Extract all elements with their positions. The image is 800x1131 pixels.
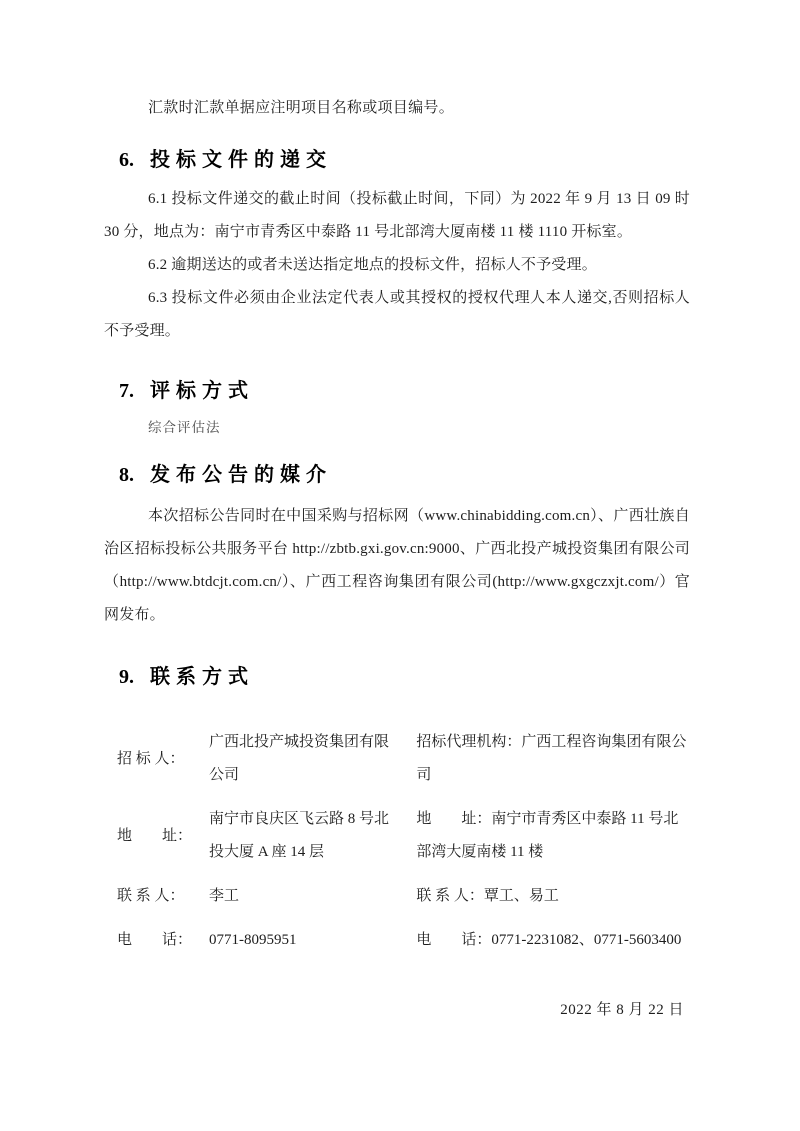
section-7-number: 7.: [119, 380, 134, 402]
tenderer-address-value: 南宁市良庆区飞云路 8 号北投大厦 A 座 14 层: [209, 811, 390, 860]
tenderer-name-value: 广西北投产城投资集团有限公司: [209, 734, 390, 783]
tenderer-name-label: 招 标 人：: [117, 750, 185, 767]
agency-phone-row: [416, 924, 690, 957]
tenderer-phone-label: 电 话：: [117, 932, 193, 948]
tenderer-contact-column: [117, 726, 403, 968]
agency-phone-label: 电 话：: [416, 932, 492, 948]
section-9-number: 9.: [119, 666, 134, 688]
section-6-number: 6.: [119, 149, 134, 171]
remittance-note: 汇款时汇款单据应注明项目名称或项目编号。: [148, 100, 455, 116]
section-6-para-1: 6.1 投标文件递交的截止时间（投标截止时间，下同）为 2022 年 9 月 13 日 09 时 30 分，地点为：南宁市青秀区中泰路 11 号北部湾大厦南楼 11 楼 1110 开标室。: [104, 191, 690, 240]
announcement-media-para: 本次招标公告同时在中国采购与招标网（www.chinabidding.com.cn）、广西壮族自治区招标投标公共服务平台 http://zbtb.gxi.gov.cn:9000、广西北投产城投资集团有限公司（http://www.btdcjt.com.cn/）、广西工程咨询集团有限公司(http://www.gxgczxjt.com/）官网发布。: [104, 508, 690, 623]
agency-contact-column: [416, 726, 690, 968]
tenderer-address-label: 地 址：: [117, 827, 193, 844]
evaluation-method-text: 综合评估法: [148, 420, 221, 435]
section-6-para-3: 6.3 投标文件必须由企业法定代表人或其授权的授权代理人本人递交,否则招标人不予受理。: [104, 290, 690, 339]
agency-address-label: 地 址：: [416, 811, 492, 827]
agency-contact-person-value: 覃工、易工: [483, 888, 559, 904]
agency-name-value: 广西工程咨询集团有限公司: [416, 734, 687, 783]
tenderer-contact-person-row: [117, 880, 403, 913]
agency-phone-value: 0771-2231082、0771-5603400: [491, 932, 682, 948]
section-7-heading: [119, 378, 690, 404]
section-9-title: 联系方式: [150, 666, 254, 688]
section-8-title: 发布公告的媒介: [150, 464, 332, 486]
contact-info-block: [117, 726, 690, 968]
agency-contact-person-row: [416, 880, 690, 913]
tenderer-name-row: [117, 726, 403, 792]
section-6-title: 投标文件的递交: [150, 149, 332, 171]
section-7-title: 评标方式: [150, 380, 254, 402]
section-8-number: 8.: [119, 464, 134, 486]
tenderer-phone-row: [117, 924, 403, 957]
agency-address-value: 南宁市青秀区中泰路 11 号北部湾大厦南楼 11 楼: [416, 811, 679, 860]
agency-contact-person-label: 联 系 人：: [416, 888, 484, 904]
section-8-heading: [119, 462, 690, 488]
tenderer-contact-person-value: 李工: [209, 888, 240, 904]
section-9-heading: [119, 664, 690, 690]
tenderer-phone-value: 0771-8095951: [209, 932, 297, 948]
agency-name-label: 招标代理机构：: [416, 734, 522, 750]
agency-name-row: [416, 726, 690, 792]
section-6-para-2: 6.2 逾期送达的或者未送达指定地点的投标文件，招标人不予受理。: [148, 257, 597, 273]
agency-address-row: [416, 803, 690, 869]
announcement-date: 2022 年 8 月 22 日: [560, 1002, 684, 1018]
tenderer-address-row: [117, 803, 403, 869]
tenderer-contact-person-label: 联 系 人：: [117, 888, 185, 904]
section-6-heading: [119, 147, 690, 173]
